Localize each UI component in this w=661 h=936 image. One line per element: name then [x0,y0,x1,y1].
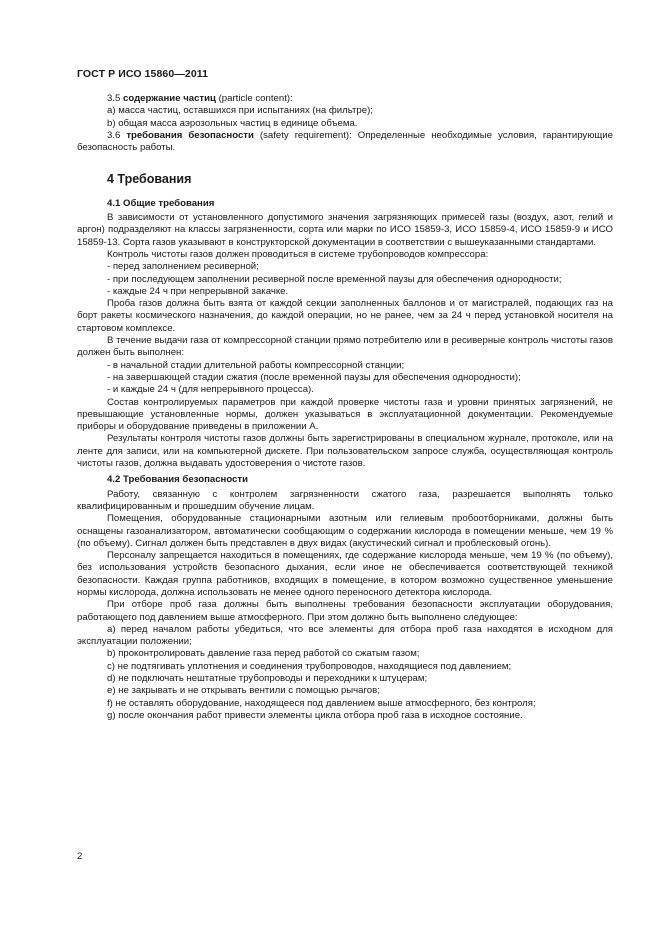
list-item: - и каждые 24 ч (для непрерывного процесса). [107,384,314,396]
list-item: f) не оставлять оборудование, находящееся под давлением выше атмосферного, без контроля; [107,697,536,709]
paragraph: В течение выдачи газа от компрессорной станции прямо потребителю или в ресиверные контроль чистоты газов должен быть выполнен: [77,335,613,359]
definition-3-6 [77,130,613,155]
document-header: ГОСТ Р ИСО 15860—2011 [77,68,209,80]
list-item: d) не подключать нештатные трубопроводы и переходники к штуцерам; [107,673,428,685]
paragraph: Работу, связанную с контролем загрязненности сжатого газа, разрешается выполнять только квалифицированным и прошедшим обучение лицам. [77,488,613,512]
list-item: - при последующем заполнении ресиверной после временной паузы для обеспечения однородности; [107,273,562,285]
paragraph: Контроль чистоты газов должен проводиться в системе трубопроводов компрессора: [107,248,489,260]
list-item: b) общая масса аэрозольных частиц в единице объема. [107,117,358,129]
list-item: a) перед началом работы убедиться, что все элементы для отбора проб газа находятся в исходном для эксплуатации положении; [77,623,613,648]
defined-term: требования безопасности [126,129,254,141]
list-item: b) проконтролировать давление газа перед работой со сжатым газом; [107,648,420,660]
clause-number: 3.6 [107,129,121,141]
paragraph: Помещения, оборудованные стационарными азотным или гелиевым пробоотборниками, должны быть оснащены газоанализатором, автоматически сообщающим о содержании кислорода в помещении меньше, чем 19 % (по объему). Сигнал должен быть представлен в двух видах (акустический сигнал и проблесковый огонь). [77,513,613,549]
paragraph: Проба газов должна быть взята от каждой секции заполненных баллонов и от магистралей, подающих газ на борт ракеты космического назначения, до каждой операции, но не ранее, чем за 24 ч перед установкой носителя на стартовом комплексе. [77,298,613,334]
page-number: 2 [77,851,83,862]
list-item: c) не подтягивать уплотнения и соединения трубопроводов, находящиеся под давлением; [107,660,512,672]
subsection-title: 4.2 Требования безопасности [107,474,248,486]
subsection-title: 4.1 Общие требования [107,197,215,209]
section-title: 4 Требования [107,172,192,187]
list-item: - каждые 24 ч при непрерывной закачке. [107,285,289,297]
definition-3-5 [77,93,613,105]
page-body [77,93,613,722]
list-item: e) не закрывать и не открывать вентили с помощью рычагов; [107,685,380,697]
paragraph: При отборе проб газа должны быть выполнены требования безопасности эксплуатации оборудования, работающего под давлением выше атмосферного. При этом должно быть выполнено следующее: [77,599,613,623]
list-item: - в начальной стадии длительной работы компрессорной станции; [107,359,405,371]
paragraph: В зависимости от установленного допустимого значения загрязняющих примесей газы (воздух, азот, гелий и аргон) подразделяют на классы загрязненности, сорта или марки по ИСО 15859-3, ИСО 15859-4, ИСО 15859-9 и ИСО 15859-13. Сорта газов указывают в конструкторской документации в соответствии с вышеуказанными стандартами. [77,212,613,248]
definition-text: (safety requirement): Определенные необходимые условия, гарантирующие безопасность работы. [77,129,614,154]
term-translation: (particle content): [215,93,293,104]
list-item: g) после окончания работ привести элементы цикла отбора проб газа в исходное состояние. [107,709,523,721]
paragraph: Результаты контроля чистоты газов должны быть зарегистрированы в специальном журнале, протоколе, или на ленте для записи, или на компьютерной дискете. При пользовательском запросе служба, осуществляющая контроль чистоты газов, должна выдавать удостоверения о чистоте газов. [77,433,613,470]
list-item: - на завершающей стадии сжатия (после временной паузы для обеспечения однородности); [107,371,521,383]
list-item: a) масса частиц, оставшихся при испытаниях (на фильтре); [107,105,373,117]
paragraph: Персоналу запрещается находиться в помещениях, где содержание кислорода меньше, чем 19 % (по объему), без использования устройств безопасного дыхания, если иное не обеспечивается соответствующей техникой безопасности. Каждая группа работников, входящих в помещение, в котором возможно существенное уменьшение нормы кислорода, должна использовать не менее одного переносного детектора кислорода. [77,550,613,598]
clause-number: 3.5 [107,93,121,104]
paragraph: Состав контролируемых параметров при каждой проверке чистоты газа и уровни принятых загрязнений, не превышающие установленные нормы, должен указываться в эксплуатационной документации. Рекомендуемые приборы и оборудование приведены в приложении А. [77,396,613,433]
list-item: - перед заполнением ресиверной; [107,261,259,273]
defined-term: содержание частиц [123,93,216,104]
